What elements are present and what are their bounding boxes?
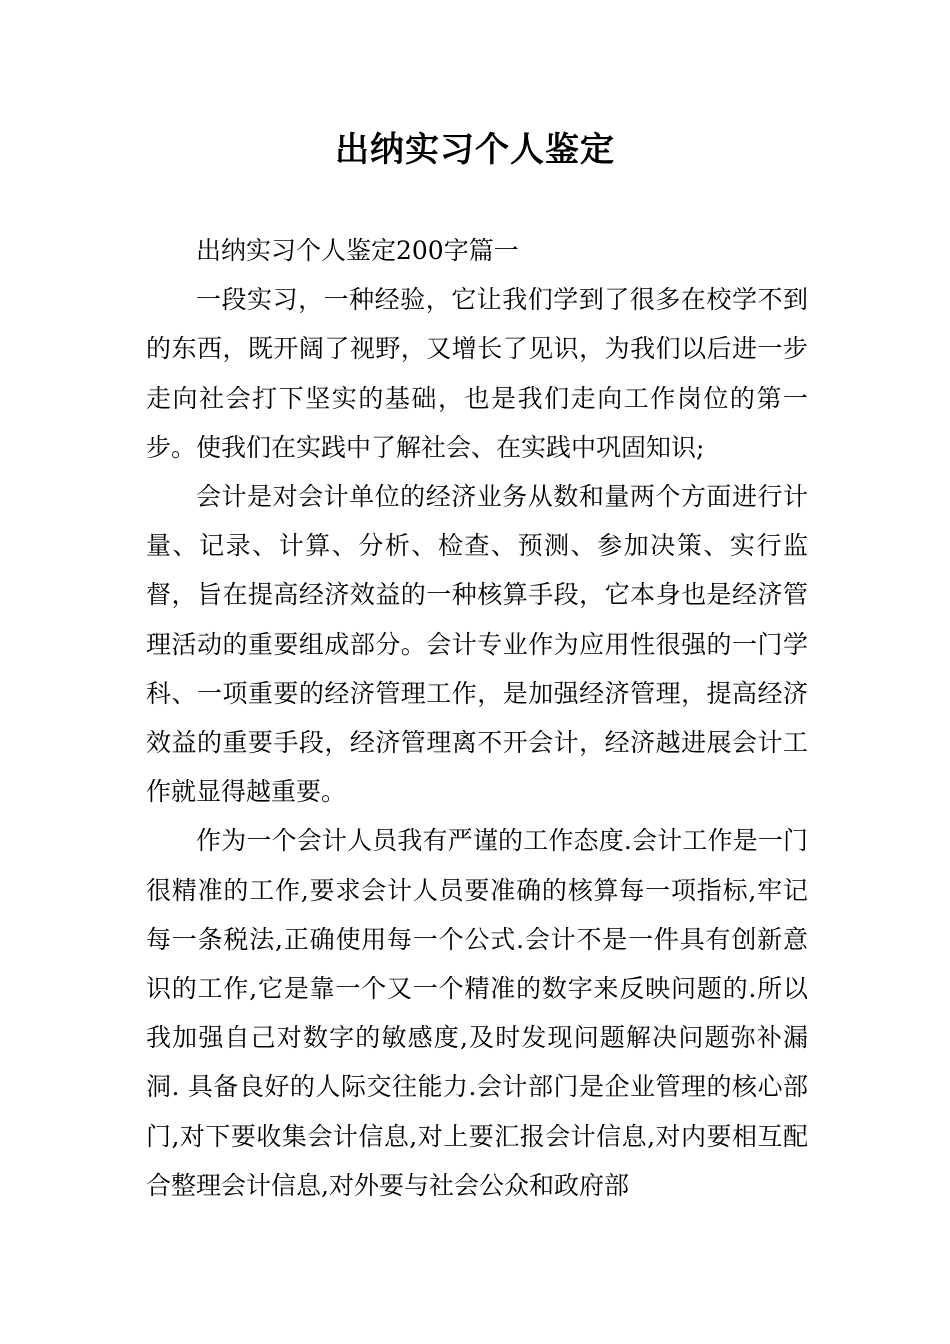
paragraph: 作为一个会计人员我有严谨的工作态度.会计工作是一门很精准的工作,要求会计人员要准确的核算每一项指标,牢记每一条税法,正确使用每一个公式.会计不是一件具有创新意识的工作,它是靠一个又一个精准的数字来反映问题的.所以我加强自己对数字的敏感度,及时发现问题解决问题弥补漏洞. 具备良好的人际交往能力.会计部门是企业管理的核心部门,对下要收集会计信息,对上要汇报会计信息,对内要相互配合整理会计信息,对外要与社会公众和政府部 [146,826,808,1200]
document-title: 出纳实习个人鉴定 [335,130,615,170]
paragraph: 会计是对会计单位的经济业务从数和量两个方面进行计量、记录、计算、分析、检查、预测、参加决策、实行监督，旨在提高经济效益的一种核算手段，它本身也是经济管理活动的重要组成部分。会计专业作为应用性很强的一门学科、一项重要的经济管理工作，是加强经济管理，提高经济效益的重要手段，经济管理离不开会计，经济越进展会计工作就显得越重要。 [146,482,808,807]
paragraph-subheading: 出纳实习个人鉴定200字篇一 [196,236,519,265]
document-body [146,226,808,1210]
paragraph: 一段实习，一种经验，它让我们学到了很多在校学不到的东西，既开阔了视野，又增长了见识，为我们以后进一步走向社会打下坚实的基础，也是我们走向工作岗位的第一步。使我们在实践中了解社会、在实践中巩固知识; [146,285,808,462]
